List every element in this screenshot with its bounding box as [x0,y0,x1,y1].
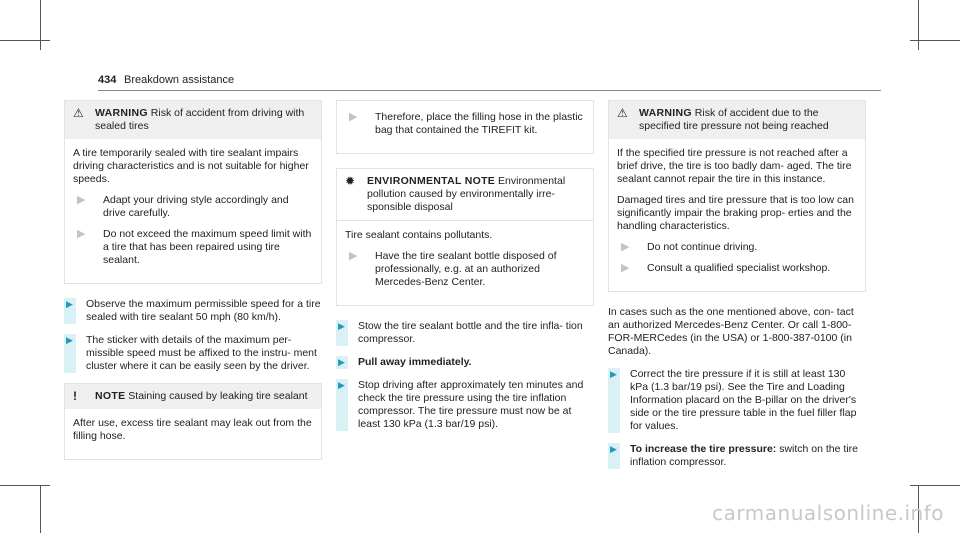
warning-text: Risk of accident from driving with sealed tires [95,107,305,132]
step-arrow-icon [336,320,348,346]
step-arrow-icon [336,356,348,369]
warning-text: Risk of accident due to the specified tire pressure not being reached [639,107,829,132]
warning-header [65,101,321,139]
note-label: NOTE [95,390,126,402]
note-box [64,383,322,460]
arrow-icon: ▶ [621,241,630,253]
warning-paragraph: A tire temporarily sealed with tire sealant impairs driving characteristics and is not suitable for higher speeds. [73,147,309,185]
warning-icon: ⚠ [73,106,84,120]
note-continued-box [336,100,594,154]
warning-body [65,139,321,283]
bullet-item: ▶ Have the tire sealant bottle disposed of professionally, e.g. at an authorized Mercedes-Benz Center. [345,250,585,289]
warning-paragraph: If the specified tire pressure is not reached after a brief drive, the tire is too badly dam- aged. The tire sealant cannot repair the tire in this instance. [617,147,852,185]
note-header [65,384,321,409]
crop-mark [40,0,41,50]
crop-mark [0,485,50,486]
env-paragraph: Tire sealant contains pollutants. [345,229,493,241]
bullet-item: ▶ Do not continue driving. [617,241,857,254]
step-arrow-icon [64,298,76,324]
step-item: ▶ Observe the maximum permissible speed for a tire sealed with tire sealant 50 mph (80 km/h). [64,298,322,324]
column-3 [608,100,866,479]
env-note-text: Environmental pollution caused by environmentally irre- sponsible disposal [367,175,566,213]
arrow-icon: ▶ [349,250,358,262]
leaf-icon: ✹ [345,174,356,188]
step-item: ▶ Stow the tire sealant bottle and the tire infla- tion compressor. [336,320,594,346]
step-arrow-icon [608,443,620,469]
crop-mark [0,40,50,41]
arrow-icon: ▶ [77,228,86,240]
bullet-item: ▶ Therefore, place the filling hose in the plastic bag that contained the TIREFIT kit. [345,111,585,137]
note-paragraph: After use, excess tire sealant may leak out from the filling hose. [73,417,312,442]
exclamation-icon: ! [73,389,77,403]
bullet-item: ▶ Consult a qualified specialist workshop. [617,262,857,275]
step-item: ▶ Stop driving after approximately ten minutes and check the tire pressure using the tire inflation compressor. The tire pressure must now be at least 130 kPa (1.3 bar/19 psi). [336,379,594,431]
column-2 [336,100,594,441]
warning-header [609,101,865,139]
step-arrow-icon [64,334,76,373]
step-item: ▶ The sticker with details of the maximum per- missible speed must be affixed to the instru- ment cluster where it can be easily seen by the driver. [64,334,322,373]
page-number: 434 [98,74,117,86]
watermark: carmanualsonline.info [712,501,944,525]
env-note-label: ENVIRONMENTAL NOTE [367,175,496,187]
crop-mark [918,0,919,50]
warning-label: WARNING [95,107,148,119]
note-text: Staining caused by leaking tire sealant [128,390,308,402]
note-continued-body [337,101,593,153]
crop-mark [40,485,41,533]
step-item: ▶ Pull away immediately. [336,356,594,369]
warning-box [608,100,866,292]
step-item: ▶ Correct the tire pressure if it is still at least 130 kPa (1.3 bar/19 psi). See the Tire and Loading Information placard on the B-pillar on the driver's side or the tire pressure table in the fuel filler flap for values. [608,368,866,433]
environmental-note-header [337,169,593,220]
warning-label: WARNING [639,107,692,119]
step-item: ▶ To increase the tire pressure: switch on the tire inflation compressor. [608,443,866,469]
warning-body [609,139,865,291]
step-arrow-icon [336,379,348,431]
warning-box [64,100,322,284]
arrow-icon: ▶ [349,111,358,123]
bullet-item: ▶ Do not exceed the maximum speed limit with a tire that has been repaired using tire sealant. [73,228,313,267]
environmental-note-body [337,220,593,305]
arrow-icon: ▶ [77,194,86,206]
header-rule [98,90,881,91]
arrow-icon: ▶ [621,262,630,274]
section-title: Breakdown assistance [124,74,235,86]
bullet-item: ▶ Adapt your driving style accordingly and drive carefully. [73,194,313,220]
warning-icon: ⚠ [617,106,628,120]
environmental-note-box [336,168,594,306]
contact-paragraph: In cases such as the one mentioned above, con- tact an authorized Mercedes-Benz Center. Or call 1-800-FOR-MERCedes (in the USA) or 1-800-387-0100 (in Canada). [608,306,854,357]
column-1 [64,100,322,474]
note-body [65,409,321,459]
warning-paragraph: Damaged tires and tire pressure that is too low can significantly impair the braking prop- erties and the handling characteristics. [617,194,854,232]
step-arrow-icon [608,368,620,433]
